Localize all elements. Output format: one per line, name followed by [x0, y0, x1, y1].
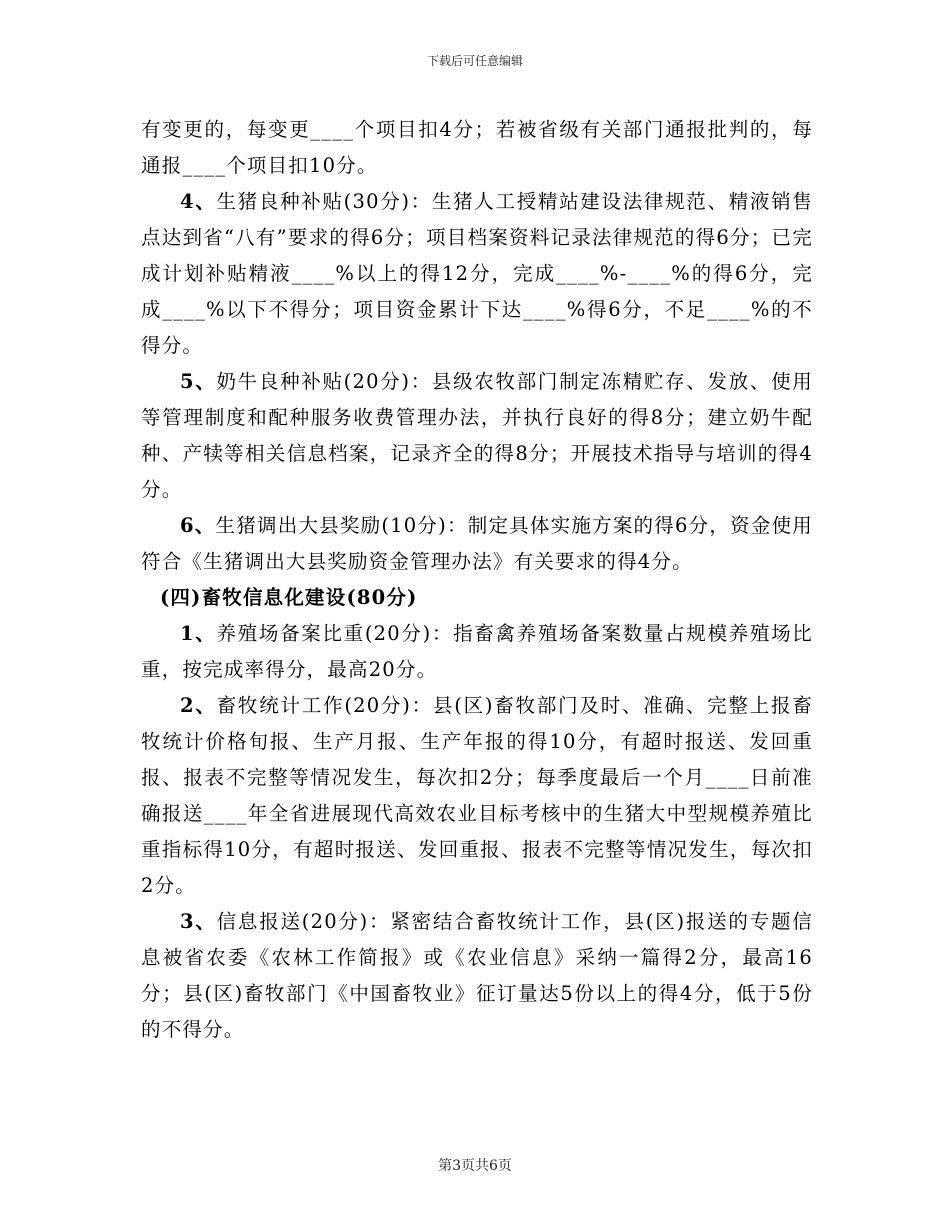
paragraph-item-5 [141, 364, 813, 508]
paragraph-text: 信息报送(20分)：紧密结合畜牧统计工作，县(区)报送的专题信息被省农委《农林工作简报》或《农业信息》采纳一篇得2分，最高16分；县(区)畜牧部门《中国畜牧业》征订量达5份以上的得4分，低于5份的不得分。 [141, 910, 813, 1041]
paragraph-text: 有变更的，每变更____个项目扣4分；若被省级有关部门通报批判的，每通报____个项目扣10分。 [141, 118, 813, 177]
section-heading: (四)畜牧信息化建设(80分) [160, 586, 418, 609]
document-body [141, 112, 813, 1048]
paragraph-item-2 [141, 688, 813, 904]
paragraph-text: 养殖场备案比重(20分)：指畜禽养殖场备案数量占规模养殖场比重，按完成率得分，最高20分。 [141, 622, 813, 681]
item-number: 4、 [180, 190, 217, 213]
paragraph-text: 生猪调出大县奖励(10分)：制定具体实施方案的得6分，资金使用符合《生猪调出大县奖励资金管理办法》有关要求的得4分。 [141, 514, 813, 573]
paragraph-item-3 [141, 904, 813, 1048]
item-number: 3、 [180, 910, 217, 933]
header-note: 下载后可任意编辑 [426, 54, 523, 68]
paragraph-item-6 [141, 508, 813, 580]
item-number: 2、 [180, 694, 217, 717]
paragraph-text: 畜牧统计工作(20分)：县(区)畜牧部门及时、准确、完整上报畜牧统计价格旬报、生产月报、生产年报的得10分，有超时报送、发回重报、报表不完整等情况发生，每次扣2分；每季度最后一个月____日前准确报送____年全省进展现代高效农业目标考核中的生猪大中型规模养殖比重指标得10分，有超时报送、发回重报、报表不完整等情况发生，每次扣2分。 [141, 694, 813, 897]
paragraph-text: 生猪良种补贴(30分)：生猪人工授精站建设法律规范、精液销售点达到省“八有”要求的得6分；项目档案资料记录法律规范的得6分；已完成计划补贴精液____%以上的得12分，完成____%-____%的得6分，完成____%以下不得分；项目资金累计下达____%得6分，不足____%的不得分。 [141, 190, 813, 357]
page-footer: 第3页共6页 [438, 1158, 512, 1174]
paragraph-item-4 [141, 184, 813, 364]
paragraph-text: 奶牛良种补贴(20分)：县级农牧部门制定冻精贮存、发放、使用等管理制度和配种服务收费管理办法，并执行良好的得8分；建立奶牛配种、产犊等相关信息档案，记录齐全的得8分；开展技术指导与培训的得4分。 [141, 370, 813, 501]
paragraph-continuation [141, 112, 813, 184]
item-number: 6、 [180, 514, 216, 537]
item-number: 1、 [180, 622, 217, 645]
paragraph-item-1 [141, 616, 813, 688]
item-number: 5、 [180, 370, 217, 393]
